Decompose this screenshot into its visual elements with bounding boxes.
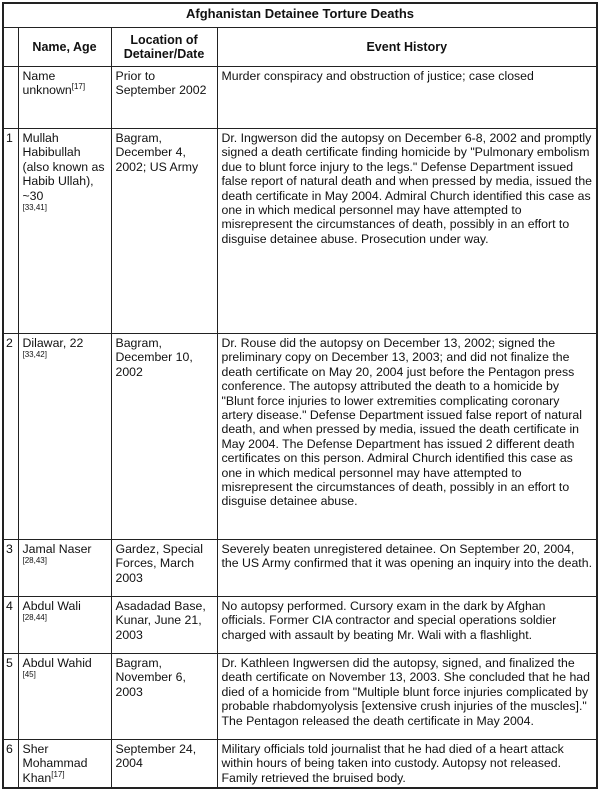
header-name-age: Name, Age [18,28,111,67]
table-row [3,597,597,654]
reference-citation: [33,42] [22,350,47,360]
title-row [3,3,597,28]
event-history-cell: Dr. Rouse did the autopsy on December 13, 2002; signed the preliminary copy on December 13, 2003; and did not finalize the death certificate on May 20, 2004 just before the Pentagon press conference. The autopsy attributed the death to a homicide by "Blunt force injuries to lower extremities complicating coronary artery disease." Defense Department issued false report of natural death, and when pressed by media, issued the death certificate in May 2004. The Defense Department has issued 2 different death certificates on this person. Admiral Church identified this case as one in which medical personnel may have attempted to misrepresent the circumstances of death, possibly in an effort to disguise detainee abuse. [217,334,597,540]
row-number: 4 [3,597,18,654]
event-history-cell: Dr. Ingwerson did the autopsy on December 6-8, 2002 and promptly signed a death certificate finding homicide by "Pulmonary embolism due to blunt force injury to the legs." Defense Department issued false report of natural death and when pressed by media, issued the death certificate in May 2004. Admiral Church identified this case as one in which medical personnel may have attempted to misrepresent the circumstances of death, possibly in an effort to disguise detainee abuse. Prosecution under way. [217,129,597,334]
name-age-cell [18,334,111,540]
header-location: Location of Detainer/Date [111,28,217,67]
name-age-cell [18,597,111,654]
detainee-name: Abdul Wahid [22,656,92,670]
name-age-cell [18,654,111,740]
detainee-table [2,2,598,789]
detainee-name: Jamal Naser [22,542,92,556]
table-row [3,67,597,129]
row-number: 3 [3,540,18,597]
name-age-cell [18,740,111,789]
location-date-cell: Bagram, November 6, 2003 [111,654,217,740]
header-row [3,28,597,67]
detainee-name: Name unknown [22,69,72,98]
name-age-cell [18,67,111,129]
detainee-name: Mullah Habibullah (also known as Habib Ullah), ~30 [22,131,105,203]
name-age-cell [18,540,111,597]
reference-citation: [28,44] [22,613,47,623]
document-page [2,2,596,789]
event-history-cell: Murder conspiracy and obstruction of justice; case closed [217,67,597,129]
location-date-cell: Prior to September 2002 [111,67,217,129]
row-number: 5 [3,654,18,740]
reference-citation: [28,43] [22,556,47,566]
header-num [3,28,18,67]
detainee-name: Dilawar, 22 [22,336,84,350]
header-event-history: Event History [217,28,597,67]
location-date-cell: Bagram, December 4, 2002; US Army [111,129,217,334]
row-number: 6 [3,740,18,789]
table-title: Afghanistan Detainee Torture Deaths [3,3,597,28]
table-row [3,740,597,789]
detainee-name: Abdul Wali [22,599,81,613]
event-history-cell: No autopsy performed. Cursory exam in the dark by Afghan officials. Former CIA contractor and special operations soldier charged with assault by beating Mr. Wali with a flashlight. [217,597,597,654]
location-date-cell: Gardez, Special Forces, March 2003 [111,540,217,597]
name-age-cell [18,129,111,334]
location-date-cell: Bagram, December 10, 2002 [111,334,217,540]
reference-citation: [17] [71,82,86,92]
row-number: 1 [3,129,18,334]
detainee-name: Sher Mohammad Khan [22,742,88,785]
table-row [3,334,597,540]
event-history-cell: Dr. Kathleen Ingwersen did the autopsy, signed, and finalized the death certificate on November 13, 2003. She concluded that he had died of a homicide from "Multiple blunt force injuries complicated by probable rhabdomyolysis [extensive crush injuries of the muscles]." The Pentagon released the death certificate in May 2004. [217,654,597,740]
reference-citation: [17] [51,769,65,779]
location-date-cell: Asadadad Base, Kunar, June 21, 2003 [111,597,217,654]
row-number: 2 [3,334,18,540]
table-body [3,67,597,789]
row-number [3,67,18,129]
reference-citation: [33,41] [22,203,47,213]
event-history-cell: Severely beaten unregistered detainee. On September 20, 2004, the US Army confirmed that it was opening an inquiry into the death. [217,540,597,597]
table-row [3,129,597,334]
reference-citation: [45] [22,670,36,680]
table-row [3,540,597,597]
table-row [3,654,597,740]
event-history-cell: Military officials told journalist that he had died of a heart attack within hours of being taken into custody. Autopsy not released. Family retrieved the bruised body. [217,740,597,789]
location-date-cell: September 24, 2004 [111,740,217,789]
